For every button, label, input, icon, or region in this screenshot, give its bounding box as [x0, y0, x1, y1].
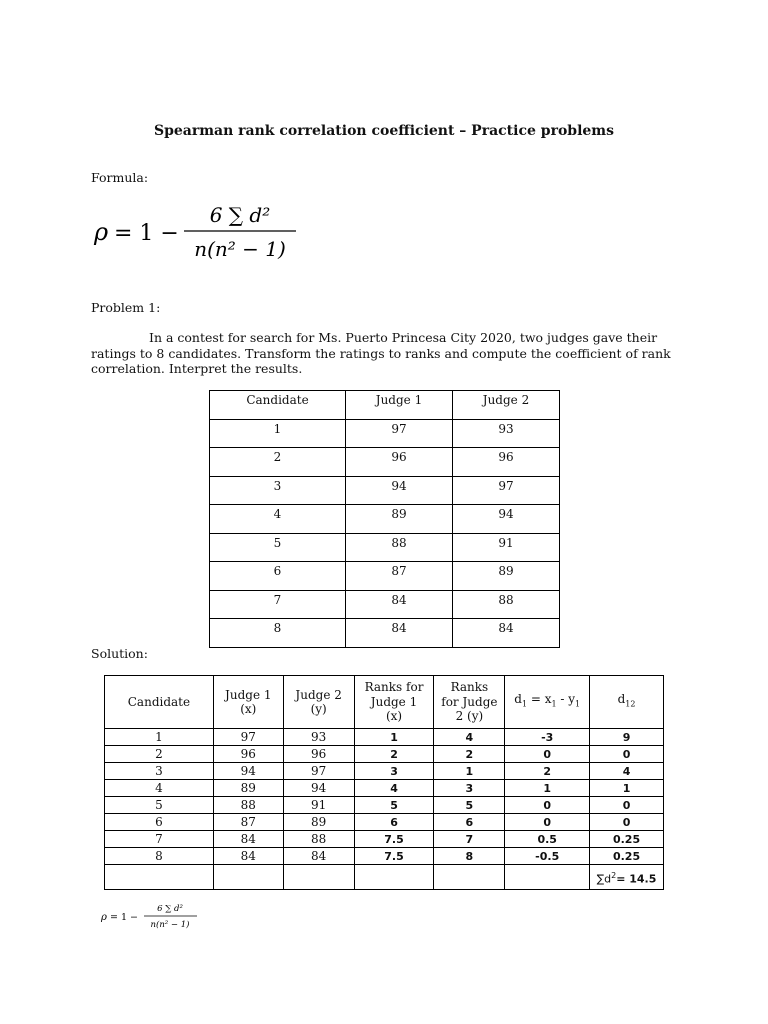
table-cell: 84: [213, 848, 283, 865]
table-cell: 97: [346, 419, 453, 448]
table-row: [105, 814, 664, 831]
table-cell: 93: [453, 419, 560, 448]
table-cell: 96: [453, 448, 560, 477]
table-cell: 0: [590, 797, 664, 814]
table-cell: 96: [213, 746, 283, 763]
table-cell: 97: [213, 729, 283, 746]
table-cell: 2: [505, 763, 590, 780]
table-row: [210, 590, 560, 619]
spearman-formula: [92, 196, 322, 266]
table-cell: 1: [434, 763, 505, 780]
sum-row: [105, 865, 664, 890]
table-cell: 94: [283, 780, 354, 797]
table-cell: 0.5: [505, 831, 590, 848]
table-row: [105, 729, 664, 746]
table-cell: 5: [354, 797, 434, 814]
table-cell: 87: [346, 562, 453, 591]
solution-label: Solution:: [91, 646, 148, 661]
sum-d2-cell: $\sum d^2= 14.5$: [590, 865, 664, 890]
table-cell: 1: [505, 780, 590, 797]
table-cell: 89: [213, 780, 283, 797]
table-cell: 84: [213, 831, 283, 848]
solution-header-judge2: Judge 2 (y): [283, 676, 354, 729]
table-cell: 88: [213, 797, 283, 814]
formula-numerator: 6 ∑ d²: [209, 203, 271, 227]
table-cell: 88: [283, 831, 354, 848]
table-cell: 2: [434, 746, 505, 763]
table-cell: 96: [283, 746, 354, 763]
formula-rho: ρ: [94, 218, 109, 246]
table-cell: 84: [283, 848, 354, 865]
table-cell: 8: [105, 848, 214, 865]
table-cell: 6: [354, 814, 434, 831]
formula-one-minus: = 1 −: [114, 221, 179, 246]
table-row: [105, 746, 664, 763]
solution-header-row: [105, 676, 664, 729]
table-cell: 5: [105, 797, 214, 814]
table-row: [105, 831, 664, 848]
table-cell: 7: [210, 590, 346, 619]
formula-small-rho: ρ: [101, 912, 107, 923]
table-cell: 9: [590, 729, 664, 746]
table-cell: 3: [105, 763, 214, 780]
table-cell: 89: [453, 562, 560, 591]
solution-header-candidate: Candidate: [105, 676, 214, 729]
table-cell: 93: [283, 729, 354, 746]
table-cell: 84: [346, 619, 453, 648]
table-cell: 2: [210, 448, 346, 477]
table-cell: 6: [105, 814, 214, 831]
table-row: [210, 562, 560, 591]
table-cell: 97: [283, 763, 354, 780]
formula-small-numerator: 6 ∑ d²: [157, 904, 183, 914]
table-cell: 3: [434, 780, 505, 797]
table-row: [105, 848, 664, 865]
table-cell: 97: [453, 476, 560, 505]
table-cell: 8: [434, 848, 505, 865]
table-cell: 8: [210, 619, 346, 648]
table-cell: [105, 865, 214, 890]
table-cell: 4: [590, 763, 664, 780]
table-cell: 0.25: [590, 831, 664, 848]
table-row: [210, 476, 560, 505]
solution-header-judge1: Judge 1 (x): [213, 676, 283, 729]
table-cell: [354, 865, 434, 890]
table-cell: 7: [434, 831, 505, 848]
table-cell: 94: [213, 763, 283, 780]
table-cell: 0: [505, 746, 590, 763]
table-cell: 91: [283, 797, 354, 814]
table-cell: 0: [590, 746, 664, 763]
table-cell: [213, 865, 283, 890]
solution-header-d: $d_1 = x_1 - y_1$: [505, 676, 590, 729]
ratings-header-row: [210, 391, 560, 420]
ratings-table: [209, 390, 560, 648]
table-row: [210, 419, 560, 448]
table-cell: 5: [434, 797, 505, 814]
table-cell: [283, 865, 354, 890]
ratings-header-candidate: Candidate: [210, 391, 346, 420]
page-title: Spearman rank correlation coefficient – Practice problems: [153, 123, 614, 139]
table-row: [210, 505, 560, 534]
table-cell: 0.25: [590, 848, 664, 865]
formula-small-one-minus: = 1 −: [110, 912, 139, 923]
table-cell: 1: [105, 729, 214, 746]
ratings-header-judge1: Judge 1: [346, 391, 453, 420]
table-cell: 4: [434, 729, 505, 746]
table-cell: 0: [590, 814, 664, 831]
table-cell: 7.5: [354, 848, 434, 865]
problem-label: Problem 1:: [91, 300, 161, 315]
formula-denominator: n(n² − 1): [194, 237, 286, 261]
solution-header-rank1: Ranks for Judge 1 (x): [354, 676, 434, 729]
table-row: [105, 763, 664, 780]
table-cell: 7.5: [354, 831, 434, 848]
table-cell: 89: [346, 505, 453, 534]
table-cell: 84: [346, 590, 453, 619]
table-cell: 96: [346, 448, 453, 477]
table-cell: 4: [210, 505, 346, 534]
table-row: [105, 797, 664, 814]
problem-text-body: In a contest for search for Ms. Puerto Princesa City 2020, two judges gave their ratings to 8 candidates. Transform the ratings to ranks and compute the coefficient of rank correlation. Interpret the results.: [91, 330, 671, 376]
table-cell: 0: [505, 814, 590, 831]
table-cell: 5: [210, 533, 346, 562]
table-cell: 7: [105, 831, 214, 848]
table-cell: 94: [346, 476, 453, 505]
table-cell: 94: [453, 505, 560, 534]
table-cell: 4: [354, 780, 434, 797]
table-cell: 3: [210, 476, 346, 505]
table-cell: 91: [453, 533, 560, 562]
problem-text: [91, 330, 683, 377]
table-cell: [434, 865, 505, 890]
table-cell: 6: [434, 814, 505, 831]
solution-header-d2: $d_{12}$: [590, 676, 664, 729]
solution-header-rank2: Ranks for Judge 2 (y): [434, 676, 505, 729]
table-cell: -0.5: [505, 848, 590, 865]
table-cell: -3: [505, 729, 590, 746]
spearman-formula-small: [100, 899, 202, 933]
table-cell: 0: [505, 797, 590, 814]
table-cell: 1: [590, 780, 664, 797]
table-cell: 88: [453, 590, 560, 619]
table-cell: 2: [354, 746, 434, 763]
table-cell: 2: [105, 746, 214, 763]
table-cell: 1: [354, 729, 434, 746]
table-row: [210, 533, 560, 562]
table-cell: 1: [210, 419, 346, 448]
table-cell: 89: [283, 814, 354, 831]
table-cell: 3: [354, 763, 434, 780]
solution-table: [104, 675, 664, 890]
ratings-header-judge2: Judge 2: [453, 391, 560, 420]
table-cell: 6: [210, 562, 346, 591]
table-cell: 87: [213, 814, 283, 831]
table-cell: [505, 865, 590, 890]
table-row: [210, 619, 560, 648]
table-row: [105, 780, 664, 797]
table-cell: 4: [105, 780, 214, 797]
table-row: [210, 448, 560, 477]
formula-small-denominator: n(n² − 1): [150, 920, 190, 930]
table-cell: 84: [453, 619, 560, 648]
table-cell: 88: [346, 533, 453, 562]
formula-label: Formula:: [91, 170, 149, 185]
